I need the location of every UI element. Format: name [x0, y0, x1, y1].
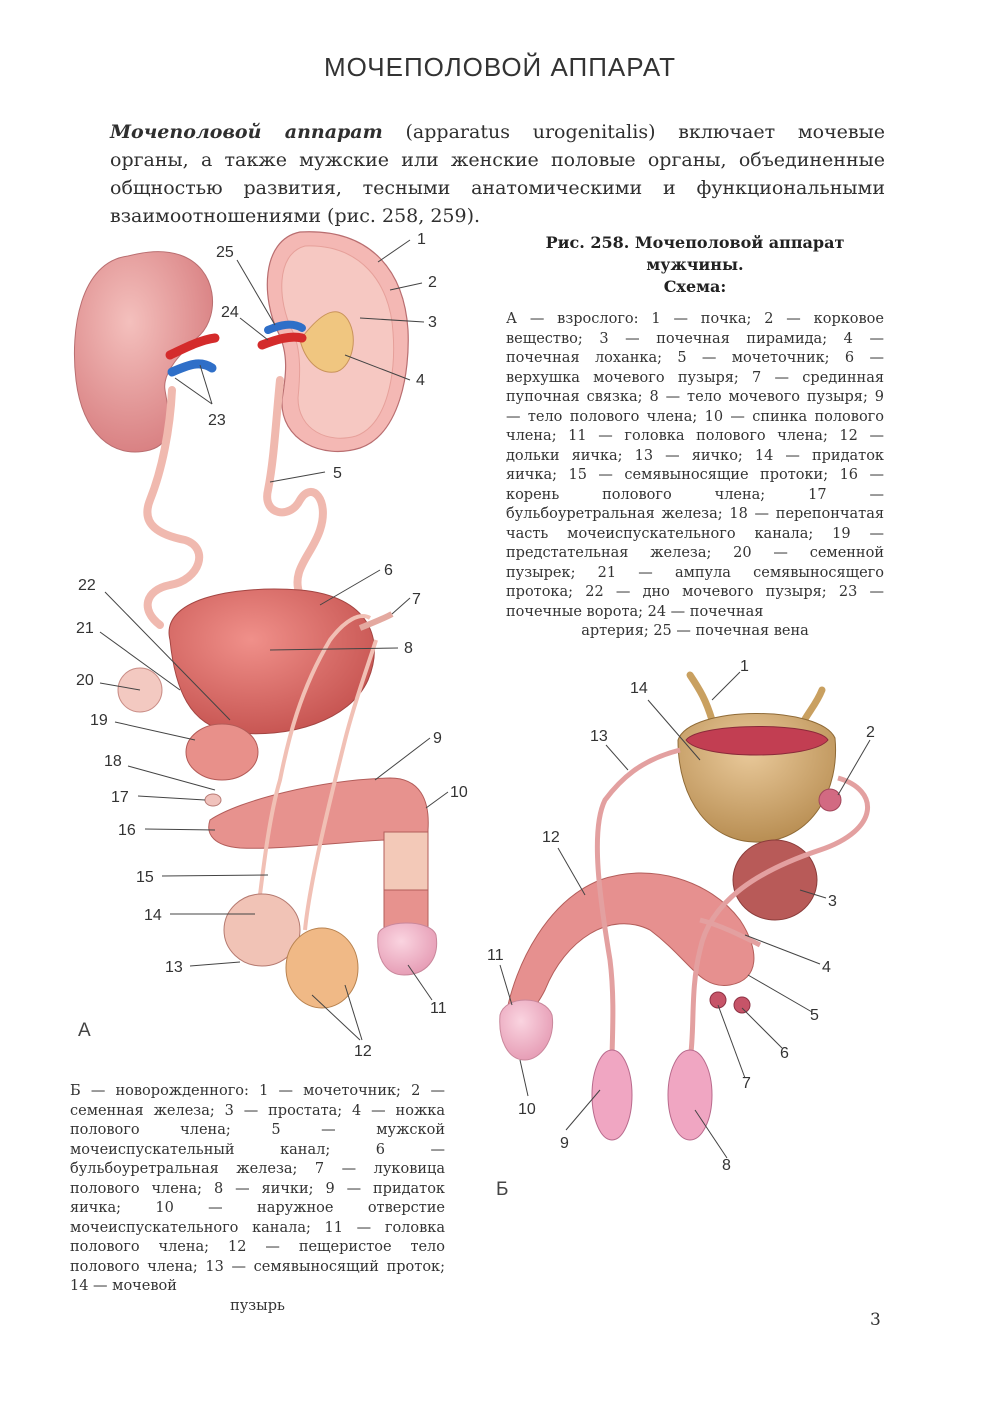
- intro-text: (apparatus urogenitalis) включает мочевые органы, а также мужские или женские половые органы, объединенные общностью развития, тесными анатомическими и функциональными взаимоотношениями (рис. 258, 259).: [110, 121, 885, 227]
- caption-legend-b: [70, 1082, 445, 1316]
- figure-b-label: 3: [828, 893, 837, 910]
- caption-legend-b-last: пузырь: [230, 1297, 285, 1314]
- figure-a-label: 3: [428, 314, 437, 331]
- figure-b-label: 8: [722, 1157, 731, 1174]
- newborn-ureter-left: [690, 675, 712, 720]
- figure-a-label: 6: [384, 562, 393, 579]
- figure-a-label: 17: [111, 789, 129, 806]
- figure-b-label: 2: [866, 724, 875, 741]
- figure-a-label: 9: [433, 730, 442, 747]
- figure-b-panel-letter: Б: [496, 1179, 509, 1200]
- caption-legend-b-text: Б — новорожденного: 1 — мочеточник; 2 — семенная железа; 3 — простата; 4 — ножка полового члена; 5 — мужской мочеиспускательный канал; 6 — бульбоуретральная железа; 7 — луковица полового члена; 8 — яички; 9 — придаток яичка; 10 — наружное отверстие мочеиспускательного канала; 11 — головка полового члена; 12 — пещеристое тело полового члена; 13 — семявыносящий проток; 14 — мочевой: [70, 1083, 445, 1294]
- figure-b-label: 12: [542, 829, 560, 846]
- figure-b-label: 10: [518, 1101, 536, 1118]
- figure-b-label: 5: [810, 1007, 819, 1024]
- figure-a-label: 24: [221, 304, 239, 321]
- newborn-seminal-gland: [819, 789, 841, 811]
- figure-a-label: 25: [216, 244, 234, 261]
- newborn-bulbourethral-gland-2: [734, 997, 750, 1013]
- newborn-glans: [500, 1000, 553, 1060]
- figure-a-label: 18: [104, 753, 122, 770]
- newborn-prostate: [733, 840, 817, 920]
- figure-a-label: 23: [208, 412, 226, 429]
- figure-a-label: 11: [430, 1000, 447, 1017]
- figure-a-label: 19: [90, 712, 108, 729]
- figure-a-label: 22: [78, 577, 96, 594]
- figure-a-label: 7: [412, 591, 421, 608]
- figure-a-label: 15: [136, 869, 154, 886]
- figure-a-label: 13: [165, 959, 183, 976]
- figure-b-label: 11: [487, 947, 504, 964]
- figure-a-label: 12: [354, 1043, 372, 1060]
- caption-title-line1: Рис. 258. Мочеполовой аппарат мужчины.: [545, 233, 845, 274]
- figure-a-label: 8: [404, 640, 413, 657]
- figure-b-label: 14: [630, 680, 648, 697]
- figure-b-label: 4: [822, 959, 831, 976]
- caption-title-line2: Схема:: [663, 277, 727, 296]
- caption-legend-a-text: А — взрослого: 1 — почка; 2 — корковое вещество; 3 — почечная пирамида; 4 — почечная лоханка; 5 — мочеточник; 6 — верхушка мочевого пузыря; 7 — срединная пупочная связка; 8 — тело мочевого пузыря; 9 — тело полового члена; 10 — спинка полового члена; 11 — головка полового члена; 12 — дольки яичка; 13 — яичко; 14 — придаток яичка; 15 — семявыносящие протоки; 16 — корень полового члена; 17 — бульбоуретральная железа; 18 — перепончатая часть мочеиспускательного канала; 19 — предстательная железа; 20 — семенной пузырек; 21 — ампула семявыносящего протока; 22 — дно мочевого пузыря; 23 — почечные ворота; 24 — почечная: [506, 311, 884, 620]
- intro-term: Мочеполовой аппарат: [110, 121, 383, 143]
- figure-b-label: 7: [742, 1075, 751, 1092]
- figure-b-label: 1: [740, 658, 749, 675]
- figure-b-label: 13: [590, 728, 608, 745]
- page-title: МОЧЕПОЛОВОЙ АППАРАТ: [323, 52, 677, 82]
- figure-a-label: 20: [76, 672, 94, 689]
- newborn-testis-left: [592, 1050, 632, 1140]
- figure-a-label: 10: [450, 784, 468, 801]
- figure-a-label: 5: [333, 465, 342, 482]
- caption-legend-a-last: артерия; 25 — почечная вена: [581, 623, 809, 639]
- figure-b-label: 9: [560, 1135, 569, 1152]
- figure-a-label: 21: [76, 620, 94, 637]
- figure-a-label: 1: [417, 231, 426, 248]
- figure-b-label: 6: [780, 1045, 789, 1062]
- figure-a-panel-letter: А: [78, 1020, 91, 1041]
- figure-a-label: 4: [416, 372, 425, 389]
- figure-a-label: 16: [118, 822, 136, 839]
- figure-a-label: 14: [144, 907, 162, 924]
- page-number: 3: [870, 1310, 881, 1330]
- figure-a-label: 2: [428, 274, 437, 291]
